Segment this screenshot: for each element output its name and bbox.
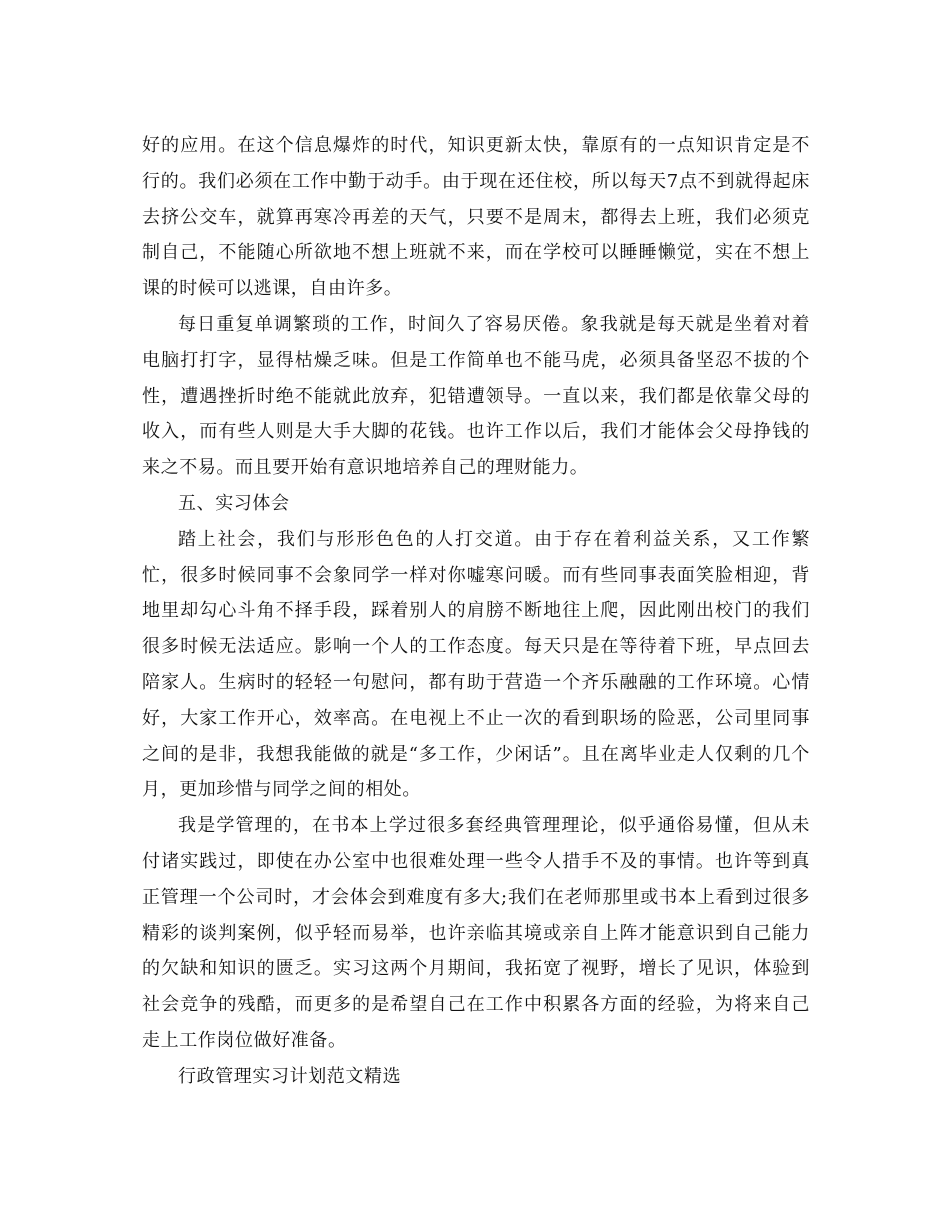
paragraph-management-study: 我是学管理的，在书本上学过很多套经典管理理论，似乎通俗易懂，但从未付诸实践过，即使在办公室中也很难处理一些令人措手不及的事情。也许等到真正管理一个公司时，才会体会到难度有多大;我们在老师那里或书本上看到过很多精彩的谈判案例，似乎轻而易举，也许亲临其境或亲自上阵才能意识到自己能力的欠缺和知识的匮乏。实习这两个月期间，我拓宽了视野，增长了见识，体验到社会竞争的残酷，而更多的是希望自己在工作中积累各方面的经验，为将来自己走上工作岗位做好准备。 <box>142 815 810 1051</box>
document-body <box>142 128 810 1095</box>
section-heading-plan-title: 行政管理实习计划范文精选 <box>178 1065 402 1087</box>
section-heading-internship-experience: 五、实习体会 <box>178 492 290 514</box>
paragraph-entering-society: 踏上社会，我们与形形色色的人打交道。由于存在着利益关系，又工作繁忙，很多时候同事不会象同学一样对你嘘寒问暖。而有些同事表面笑脸相迎，背地里却勾心斗角不择手段，踩着别人的肩膀不断地往上爬，因此刚出校门的我们很多时候无法适应。影响一个人的工作态度。每天只是在等待着下班，早点回去陪家人。生病时的轻轻一句慰问，都有助于营造一个齐乐融融的工作环境。心情好，大家工作开心，效率高。在电视上不止一次的看到职场的险恶，公司里同事之间的是非，我想我能做的就是“多工作，少闲话”。且在离毕业走人仅剩的几个月，更加珍惜与同学之间的相处。 <box>142 528 810 801</box>
paragraph-continuation: 好的应用。在这个信息爆炸的时代，知识更新太快，靠原有的一点知识肯定是不行的。我们必须在工作中勤于动手。由于现在还住校，所以每天7点不到就得起床去挤公交车，就算再寒冷再差的天气，只要不是周末，都得去上班，我们必须克制自己，不能随心所欲地不想上班就不来，而在学校可以睡睡懒觉，实在不想上课的时候可以逃课，自由许多。 <box>142 135 810 300</box>
paragraph-daily-work: 每日重复单调繁琐的工作，时间久了容易厌倦。象我就是每天就是坐着对着电脑打打字，显得枯燥乏味。但是工作简单也不能马虎，必须具备坚忍不拔的个性，遭遇挫折时绝不能就此放弃，犯错遭领导。一直以来，我们都是依靠父母的收入，而有些人则是大手大脚的花钱。也许工作以后，我们才能体会父母挣钱的来之不易。而且要开始有意识地培养自己的理财能力。 <box>142 313 810 479</box>
